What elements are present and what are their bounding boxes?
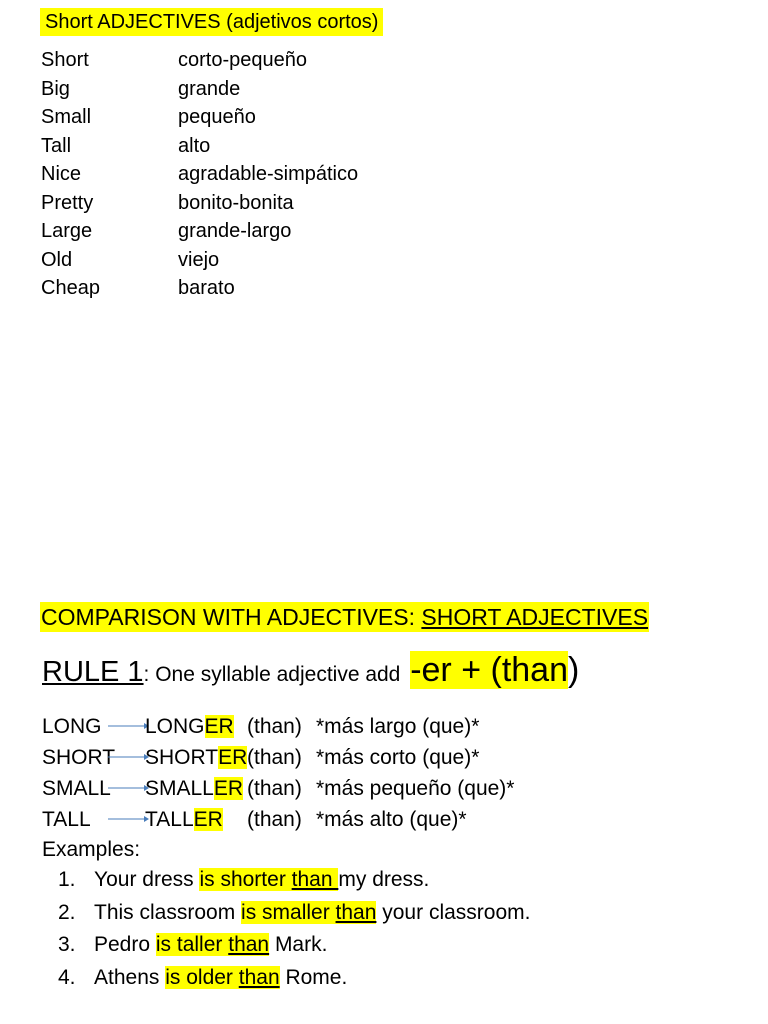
example-item [58, 962, 530, 995]
vocab-english: Tall [41, 134, 72, 157]
example-number: 1. [58, 868, 76, 891]
example-than: than [291, 868, 339, 891]
translation: *más corto (que)* [316, 746, 480, 769]
comparative-suffix: ER [213, 777, 244, 800]
vocab-english: Small [41, 106, 92, 128]
example-pre: Athens [94, 965, 166, 989]
example-highlight [241, 901, 376, 924]
example-sentence [94, 962, 347, 995]
rule-formula-highlight: -er + (than [410, 651, 569, 689]
example-than: than [238, 965, 280, 989]
example-number: 4. [58, 965, 76, 989]
vocab-english: Cheap [41, 277, 100, 299]
comparative-form [145, 804, 223, 835]
examples-list [58, 864, 530, 994]
vocab-spanish: alto [178, 134, 211, 157]
base-adjective: LONG [42, 715, 102, 738]
than-word: (than) [247, 777, 302, 800]
example-verb-phrase: is shorter [199, 868, 292, 891]
vocab-english: Short [41, 49, 89, 71]
comparative-suffix: ER [204, 715, 234, 738]
vocab-row [41, 103, 358, 132]
example-post: Mark. [269, 933, 328, 956]
comparative-form [145, 711, 234, 742]
base-adjective: SMALL [42, 777, 111, 800]
rule-formula [406, 651, 583, 691]
vocab-row [41, 217, 358, 246]
vocab-spanish: barato [178, 277, 235, 299]
example-number: 2. [58, 900, 76, 924]
example-verb-phrase: is taller [155, 933, 229, 956]
vocab-row [41, 46, 358, 75]
vocab-row [41, 274, 358, 303]
example-pre: Pedro [94, 933, 156, 956]
example-sentence [94, 864, 429, 897]
vocab-row [41, 132, 358, 161]
comparative-form [145, 742, 247, 773]
than-word: (than) [247, 808, 302, 831]
base-adjective: TALL [42, 808, 91, 831]
than-word: (than) [247, 746, 302, 769]
vocab-english: Nice [41, 163, 82, 185]
comparative-form [145, 773, 243, 804]
example-item [58, 864, 530, 897]
vocab-spanish: bonito-bonita [178, 191, 294, 214]
comparative-stem: TALL [145, 808, 194, 831]
example-post: Rome. [279, 965, 348, 989]
example-than: than [335, 900, 377, 924]
vocab-spanish: grande [178, 77, 241, 100]
rule-heading: RULE 1 [42, 656, 144, 688]
vocab-english: Big [41, 77, 70, 100]
example-pre: This classroom [94, 900, 242, 924]
vocab-row [41, 189, 358, 218]
vocab-row [41, 75, 358, 104]
vocab-list [41, 46, 358, 303]
example-pre: Your dress [94, 868, 200, 891]
example-highlight [165, 966, 279, 989]
example-sentence [94, 929, 327, 962]
example-number: 3. [58, 933, 76, 956]
example-item [58, 929, 530, 962]
comparative-stem: SHORT [145, 746, 219, 769]
example-than: than [228, 933, 270, 956]
example-post: your classroom. [376, 900, 531, 924]
comparison-title-underlined: SHORT ADJECTIVES [421, 604, 649, 630]
comparison-title-prefix: COMPARISON WITH ADJECTIVES: [41, 604, 422, 630]
vocab-title: Short ADJECTIVES (adjetivos cortos) [40, 8, 383, 36]
comparative-suffix: ER [218, 746, 248, 769]
translation: *más alto (que)* [316, 808, 467, 831]
example-sentence [94, 897, 530, 930]
example-verb-phrase: is older [165, 965, 239, 989]
example-highlight [199, 868, 338, 891]
base-adjective: SHORT [42, 746, 116, 769]
vocab-english: Pretty [41, 191, 94, 214]
example-post: my dress. [338, 868, 430, 891]
translation: *más largo (que)* [316, 715, 480, 738]
example-verb-phrase: is smaller [241, 900, 336, 924]
example-highlight [156, 933, 269, 956]
vocab-spanish: viejo [178, 248, 220, 271]
vocab-spanish: pequeño [178, 106, 256, 128]
example-item [58, 897, 530, 930]
rule-line [42, 651, 583, 701]
comparative-stem: SMALL [145, 777, 214, 800]
rule-formula-close: ) [568, 651, 580, 689]
vocab-spanish: corto-pequeño [178, 49, 307, 71]
vocab-spanish: grande-largo [178, 220, 292, 242]
comparative-stem: LONG [145, 715, 205, 738]
examples-label: Examples: [42, 838, 141, 861]
translation: *más pequeño (que)* [316, 777, 515, 800]
vocab-english: Large [41, 220, 93, 242]
vocab-row [41, 246, 358, 275]
than-word: (than) [247, 715, 302, 738]
vocab-english: Old [41, 248, 73, 271]
rule-text: : One syllable adjective add [143, 663, 407, 686]
comparison-title [40, 602, 649, 632]
comparative-suffix: ER [193, 808, 223, 831]
vocab-spanish: agradable-simpático [178, 163, 359, 185]
vocab-row [41, 160, 358, 189]
